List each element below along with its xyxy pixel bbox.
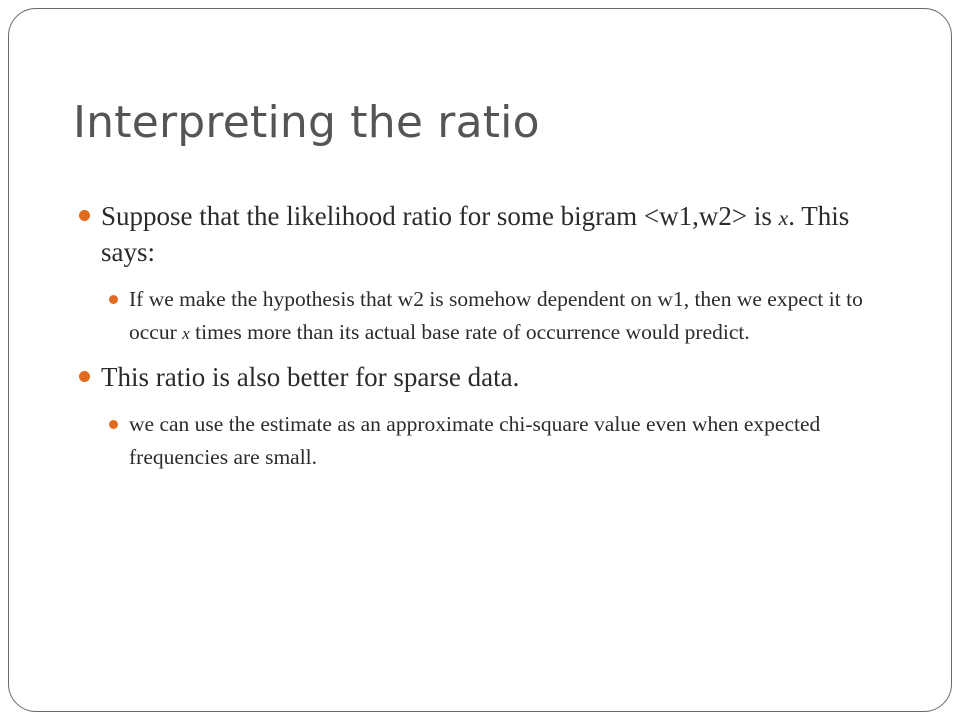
variable-x: x — [182, 324, 190, 343]
bullet-likelihood-ratio — [79, 199, 899, 269]
subbullet-text-b: times more than its actual base rate of occurrence would predict. — [189, 320, 750, 344]
bullet-text-a: Suppose that the likelihood ratio for some bigram <w1,w2> is — [101, 201, 779, 231]
slide-title: Interpreting the ratio — [73, 97, 540, 148]
subbullet-chi-square — [79, 408, 899, 474]
subbullet-text: we can use the estimate as an approximate chi-square value even when expected frequencies are small. — [129, 412, 821, 469]
bullet-dot-icon — [79, 210, 90, 221]
bullet-text: This ratio is also better for sparse data. — [101, 362, 520, 392]
slide-body — [79, 199, 899, 474]
bullet-sparse-data — [79, 360, 899, 394]
subbullet-text-a: If we make the hypothesis that w2 is somehow dependent on w1, then we expect it to occur — [129, 287, 863, 344]
slide — [8, 8, 952, 712]
variable-x: x — [778, 206, 789, 230]
bullet-dot-icon — [79, 371, 90, 382]
subbullet-dot-icon — [109, 420, 118, 429]
bullet-text-b: . This says: — [101, 201, 850, 267]
spacer — [79, 350, 899, 360]
subbullet-hypothesis — [79, 283, 899, 350]
subbullet-dot-icon — [109, 295, 118, 304]
